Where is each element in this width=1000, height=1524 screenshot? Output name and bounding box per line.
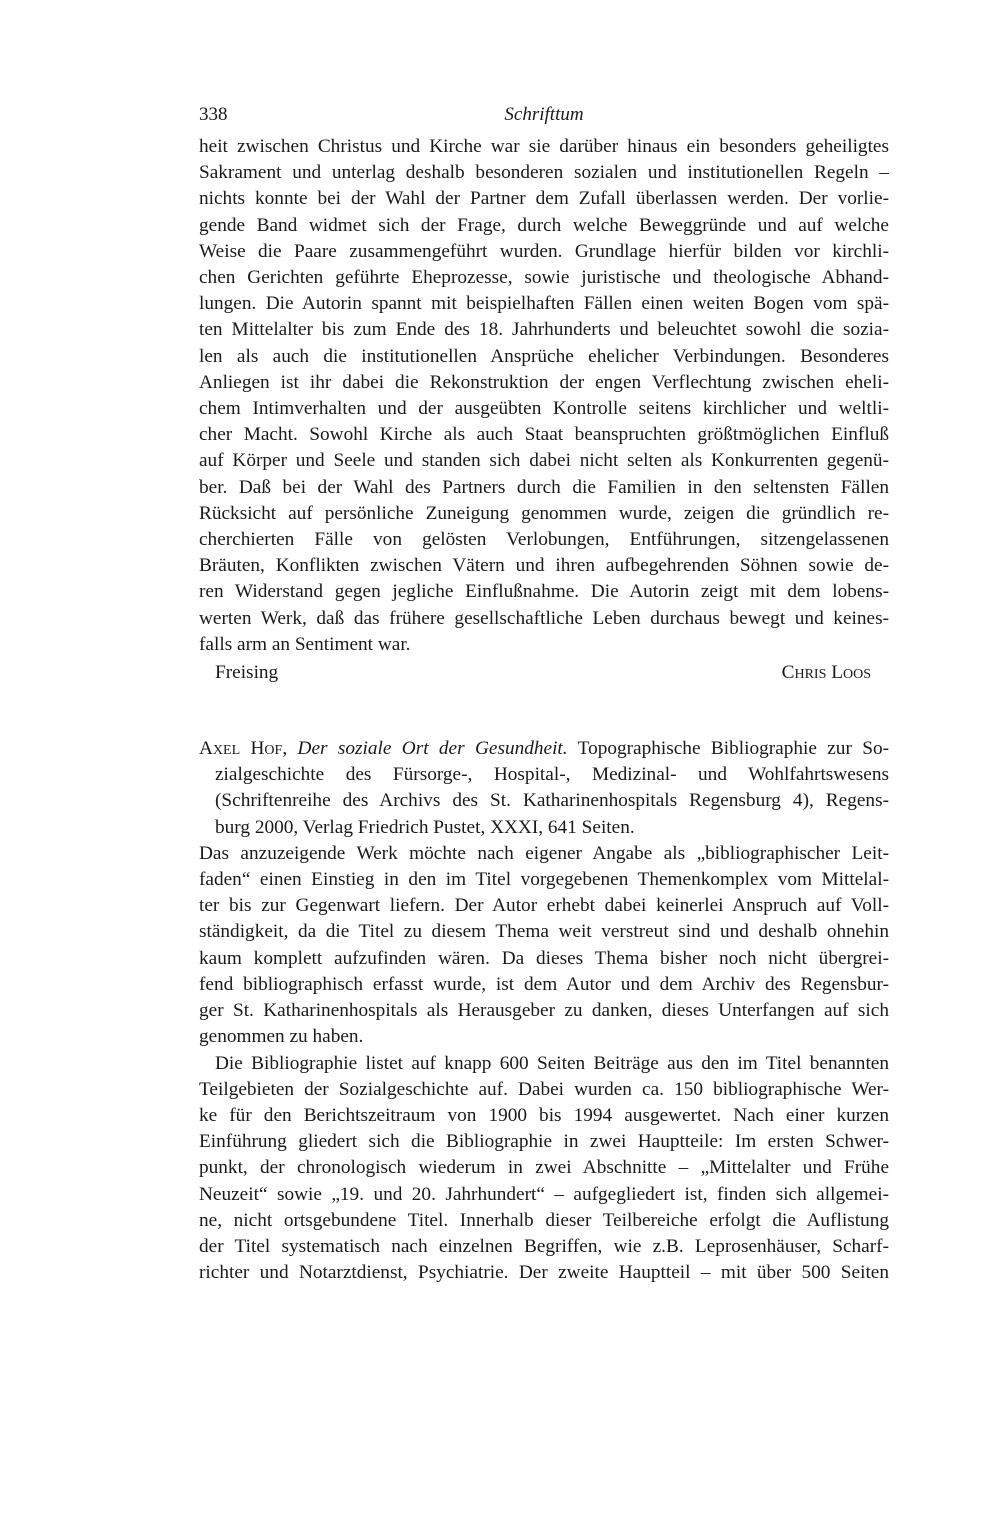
text-line: ten Mittelalter bis zum Ende des 18. Jahrhunderts und beleuchtet sowohl die soziа- [199,319,889,341]
entry-first-line: Axel Hof, Der soziale Ort der Gesundheit. Topographische Bibliographie zur So- [199,738,890,760]
page-number: 338 [199,104,228,125]
text-line: (Schriftenreihe des Archivs des St. Katharinenhospitals Regensburg 4), Regens- [215,790,889,812]
entry-subtitle: Topographische Bibliographie zur So- [577,738,890,760]
review-1-body [199,134,889,658]
text-line: fend bibliographisch erfasst wurde, ist dem Autor und dem Archiv des Regensbur- [199,973,889,995]
text-line: punkt, der chronologisch wiederum in zwei Abschnitte – „Mittelalter und Frühe [199,1157,889,1179]
text-line: Bräuten, Konflikten zwischen Vätern und ihren aufbegehrenden Söhnen sowie de- [199,555,889,577]
text-line: richter und Notarztdienst, Psychiatrie. Der zweite Hauptteil – mit über 500 Seiten [199,1262,889,1284]
text-line: nichts konnte bei der Wahl der Partner dem Zufall überlassen werden. Der vorlie- [199,188,889,210]
running-header [199,98,889,134]
running-title: Schrifttum [504,104,584,125]
document-page [199,98,889,1286]
text-line: ständigkeit, da die Titel zu diesem Thema weit verstreut sind und deshalb ohnehin [199,921,889,943]
text-line: lungen. Die Autorin spannt mit beispielhaften Fällen einen weiten Bogen vom spä- [199,293,889,315]
entry-author: Axel Hof [199,738,283,760]
text-line: Die Bibliographie listet auf knapp 600 Seiten Beiträge aus den im Titel benannten [215,1052,889,1074]
text-line: gende Band widmet sich der Frage, durch welche Beweggründe und auf welche [199,214,889,236]
text-line: burg 2000, Verlag Friedrich Pustet, XXXI, 641 Seiten. [215,816,635,838]
text-line: len als auch die institutionellen Ansprüche ehelicher Verbindungen. Besonderes [199,345,889,367]
text-line: faden“ einen Einstieg in den im Titel vorgegebenen Themenkomplex vom Mittelal- [199,869,889,891]
text-line: ter bis zur Gegenwart liefern. Der Autor erhebt dabei keinerlei Anspruch auf Voll- [199,895,889,917]
review-2-paragraph-1 [199,841,889,1051]
review-2-paragraph-2 [199,1051,889,1287]
text-line: Einführung gliedert sich die Bibliographie in zwei Hauptteile: Im ersten Schwer- [199,1131,889,1153]
text-line: Anliegen ist ihr dabei die Rekonstruktion der engen Verflechtung zwischen eheli- [199,371,889,393]
text-line: heit zwischen Christus und Kirche war sie darüber hinaus ein besonders geheiligtes [199,136,889,157]
text-line: ger St. Katharinenhospitals als Herausgeber zu danken, dieses Unterfangen auf sich [199,1000,889,1022]
text-line: ren Widerstand gegen jegliche Einflußnahme. Die Autorin zeigt mit dem lobens- [199,581,889,603]
text-line: Das anzuzeigende Werk möchte nach eigener Angabe als „bibliographischer Leit- [199,842,889,864]
text-line: chem Intimverhalten und der ausgeübten Kontrolle seitens kirchlicher und weltli- [199,398,889,420]
text-line: chen Gerichten geführte Eheprozesse, sowie juristische und theologische Abhand- [199,267,889,289]
text-line: genommen zu haben. [199,1026,364,1048]
text-line: kaum komplett aufzufinden wären. Da dieses Thema bisher noch nicht übergrei- [199,947,889,969]
text-line: Weise die Paare zusammengeführt wurden. Grundlage hierfür bilden vor kirchli- [199,240,889,262]
section-gap [199,686,889,736]
text-line: auf Körper und Seele und standen sich dabei nicht selten als Konkurrenten gegenü- [199,450,889,472]
text-line: Sakrament und unterlag deshalb besonderen sozialen und institutionellen Regeln – [199,162,889,184]
text-line: Neuzeit“ sowie „19. und 20. Jahrhundert“ – aufgegliedert ist, finden sich allgemei- [199,1183,889,1205]
text-line: ke für den Berichtszeitraum von 1900 bis 1994 ausgewertet. Nach einer kurzen [199,1104,889,1126]
signature-place: Freising [215,662,279,684]
text-line: werten Werk, daß das frühere gesellschaftliche Leben durchaus bewegt und keines- [199,607,889,629]
text-line: zialgeschichte des Fürsorge-, Hospital-, Medizinal- und Wohlfahrtswesens [215,764,889,786]
text-line: Rücksicht auf persönliche Zuneigung genommen wurde, zeigen die gründlich re- [199,502,889,524]
text-line: falls arm an Sentiment war. [199,633,411,655]
text-line: der Titel systematisch nach einzelnen Begriffen, wie z.B. Leprosenhäuser, Scharf- [199,1235,889,1257]
text-line: cherchierten Fälle von gelösten Verlobungen, Entführungen, sitzengelassenen [199,529,889,551]
text-line: cher Macht. Sowohl Kirche als auch Staat beanspruchten größtmöglichen Einfluß [199,424,889,446]
text-line: ne, nicht ortsgebundene Titel. Innerhalb dieser Teilbereiche erfolgt die Auflistung [199,1209,889,1231]
review-1-signature [199,660,889,686]
text-line: ber. Daß bei der Wahl des Partners durch die Familien in den seltensten Fällen [199,476,889,498]
signature-name: Chris Loos [781,662,871,684]
text-line: Teilgebieten der Sozialgeschichte auf. Dabei wurden ca. 150 bibliographische Wer- [199,1078,889,1100]
entry-title: Der soziale Ort der Gesundheit. [297,738,568,760]
review-2-bibliographic-entry [199,736,889,841]
